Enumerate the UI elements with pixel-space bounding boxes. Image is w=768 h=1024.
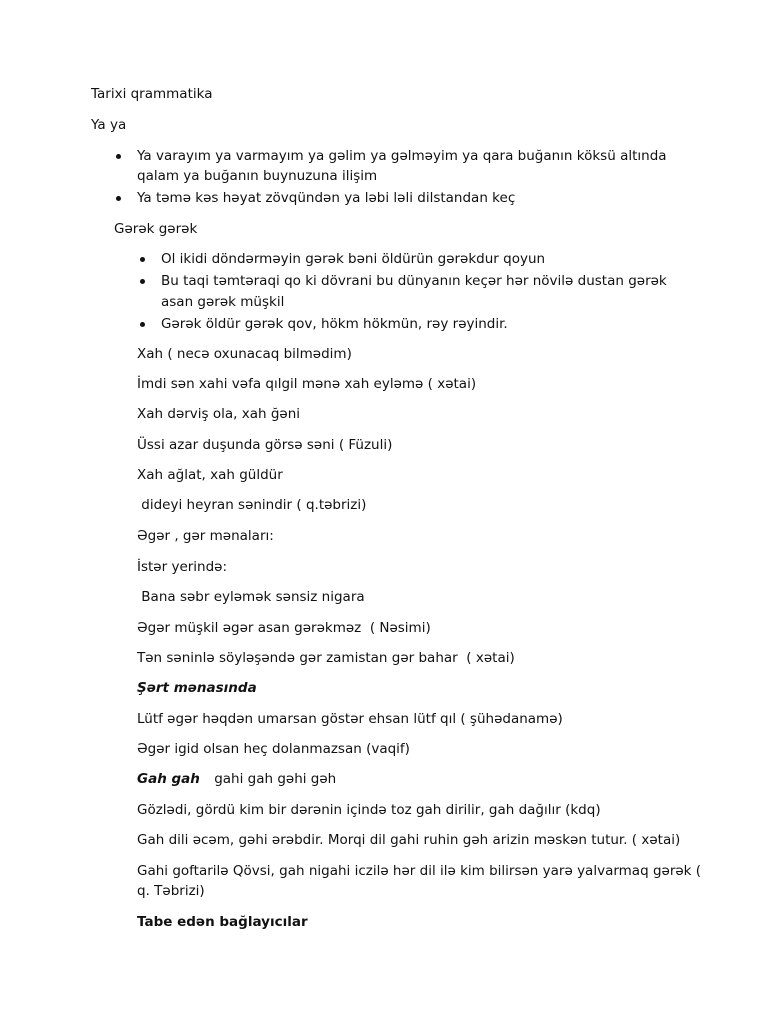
- paragraph: Gahi goftarilə Qövsi, gah nigahi iczilə hər dil ilə kim bilirsən yarə yalvarmaq gərək (: [137, 863, 702, 879]
- paragraph: Gözlədi, gördü kim bir dərənin içində toz gah dirilir, gah dağılır (kdq): [137, 802, 601, 818]
- paragraph: Gah dili əcəm, gəhi ərəbdir. Morqi dil gahi ruhin gəh arizin məskən tutur. ( xətai): [137, 832, 681, 848]
- subheading-tabe-eden: Tabe edən bağlayıcılar: [137, 914, 308, 930]
- list-item-text: asan gərək müşkil: [161, 294, 285, 310]
- paragraph: Lütf əgər həqdən umarsan göstər ehsan lütf qıl ( şühədanamə): [137, 711, 563, 727]
- paragraph: Əgər müşkil əgər asan gərəkməz ( Nəsimi): [137, 620, 431, 636]
- bullet-icon: [116, 196, 121, 201]
- paragraph: q. Təbrizi): [137, 883, 205, 899]
- bullet-icon: [140, 257, 145, 262]
- paragraph: Xah dərviş ola, xah ğəni: [137, 406, 301, 422]
- paragraph: dideyi heyran sənindir ( q.təbrizi): [137, 497, 367, 513]
- paragraph: Əgər , gər mənaları:: [137, 528, 274, 544]
- paragraph: Xah ( necə oxunacaq bilmədim): [137, 346, 352, 362]
- list-item-text: Gərək öldür gərək qov, hökm hökmün, rəy rəyindir.: [161, 316, 508, 332]
- list-item-text: Bu taqi təmtəraqi qo ki dövrani bu dünyanın keçər hər növilə dustan gərək: [161, 273, 667, 289]
- document-title: Tarixi qrammatika: [91, 86, 213, 102]
- section-heading-gerek-gerek: Gərək gərək: [114, 221, 198, 237]
- paragraph: Əgər igid olsan heç dolanmazsan (vaqif): [137, 741, 410, 757]
- paragraph: Tən səninlə söyləşəndə gər zamistan gər bahar ( xətai): [137, 650, 515, 666]
- paragraph: Bana səbr eyləmək sənsiz nigara: [137, 589, 365, 605]
- section-heading-ya-ya: Ya ya: [91, 117, 127, 133]
- paragraph: İmdi sən xahi vəfa qılgil mənə xah eyləmə ( xətai): [137, 376, 477, 392]
- paragraph: İstər yerində:: [137, 559, 228, 575]
- paragraph-gah-gah: [137, 769, 336, 789]
- paragraph: Üssi azar duşunda görsə səni ( Füzuli): [137, 437, 393, 453]
- list-item-text: Ol ikidi döndərməyin gərək bəni öldürün gərəkdur qoyun: [161, 251, 546, 267]
- paragraph: Xah ağlat, xah güldür: [137, 467, 283, 483]
- list-item-text: qalam ya buğanın buynuzuna ilişim: [137, 168, 378, 184]
- subheading-sert-menasinda: Şərt mənasında: [137, 680, 257, 696]
- list-item-text: Ya təmə kəs həyat zövqündən ya ləbi ləli dilstandan keç: [137, 190, 516, 206]
- list-item-text: Ya varayım ya varmayım ya gəlim ya gəlməyim ya qara buğanın köksü altında: [137, 148, 667, 164]
- bullet-icon: [140, 322, 145, 327]
- bullet-icon: [116, 154, 121, 159]
- bullet-icon: [140, 279, 145, 284]
- paragraph-text: gahi gah gəhi gəh: [214, 771, 337, 787]
- subheading-gah-gah: Gah gah: [137, 771, 200, 787]
